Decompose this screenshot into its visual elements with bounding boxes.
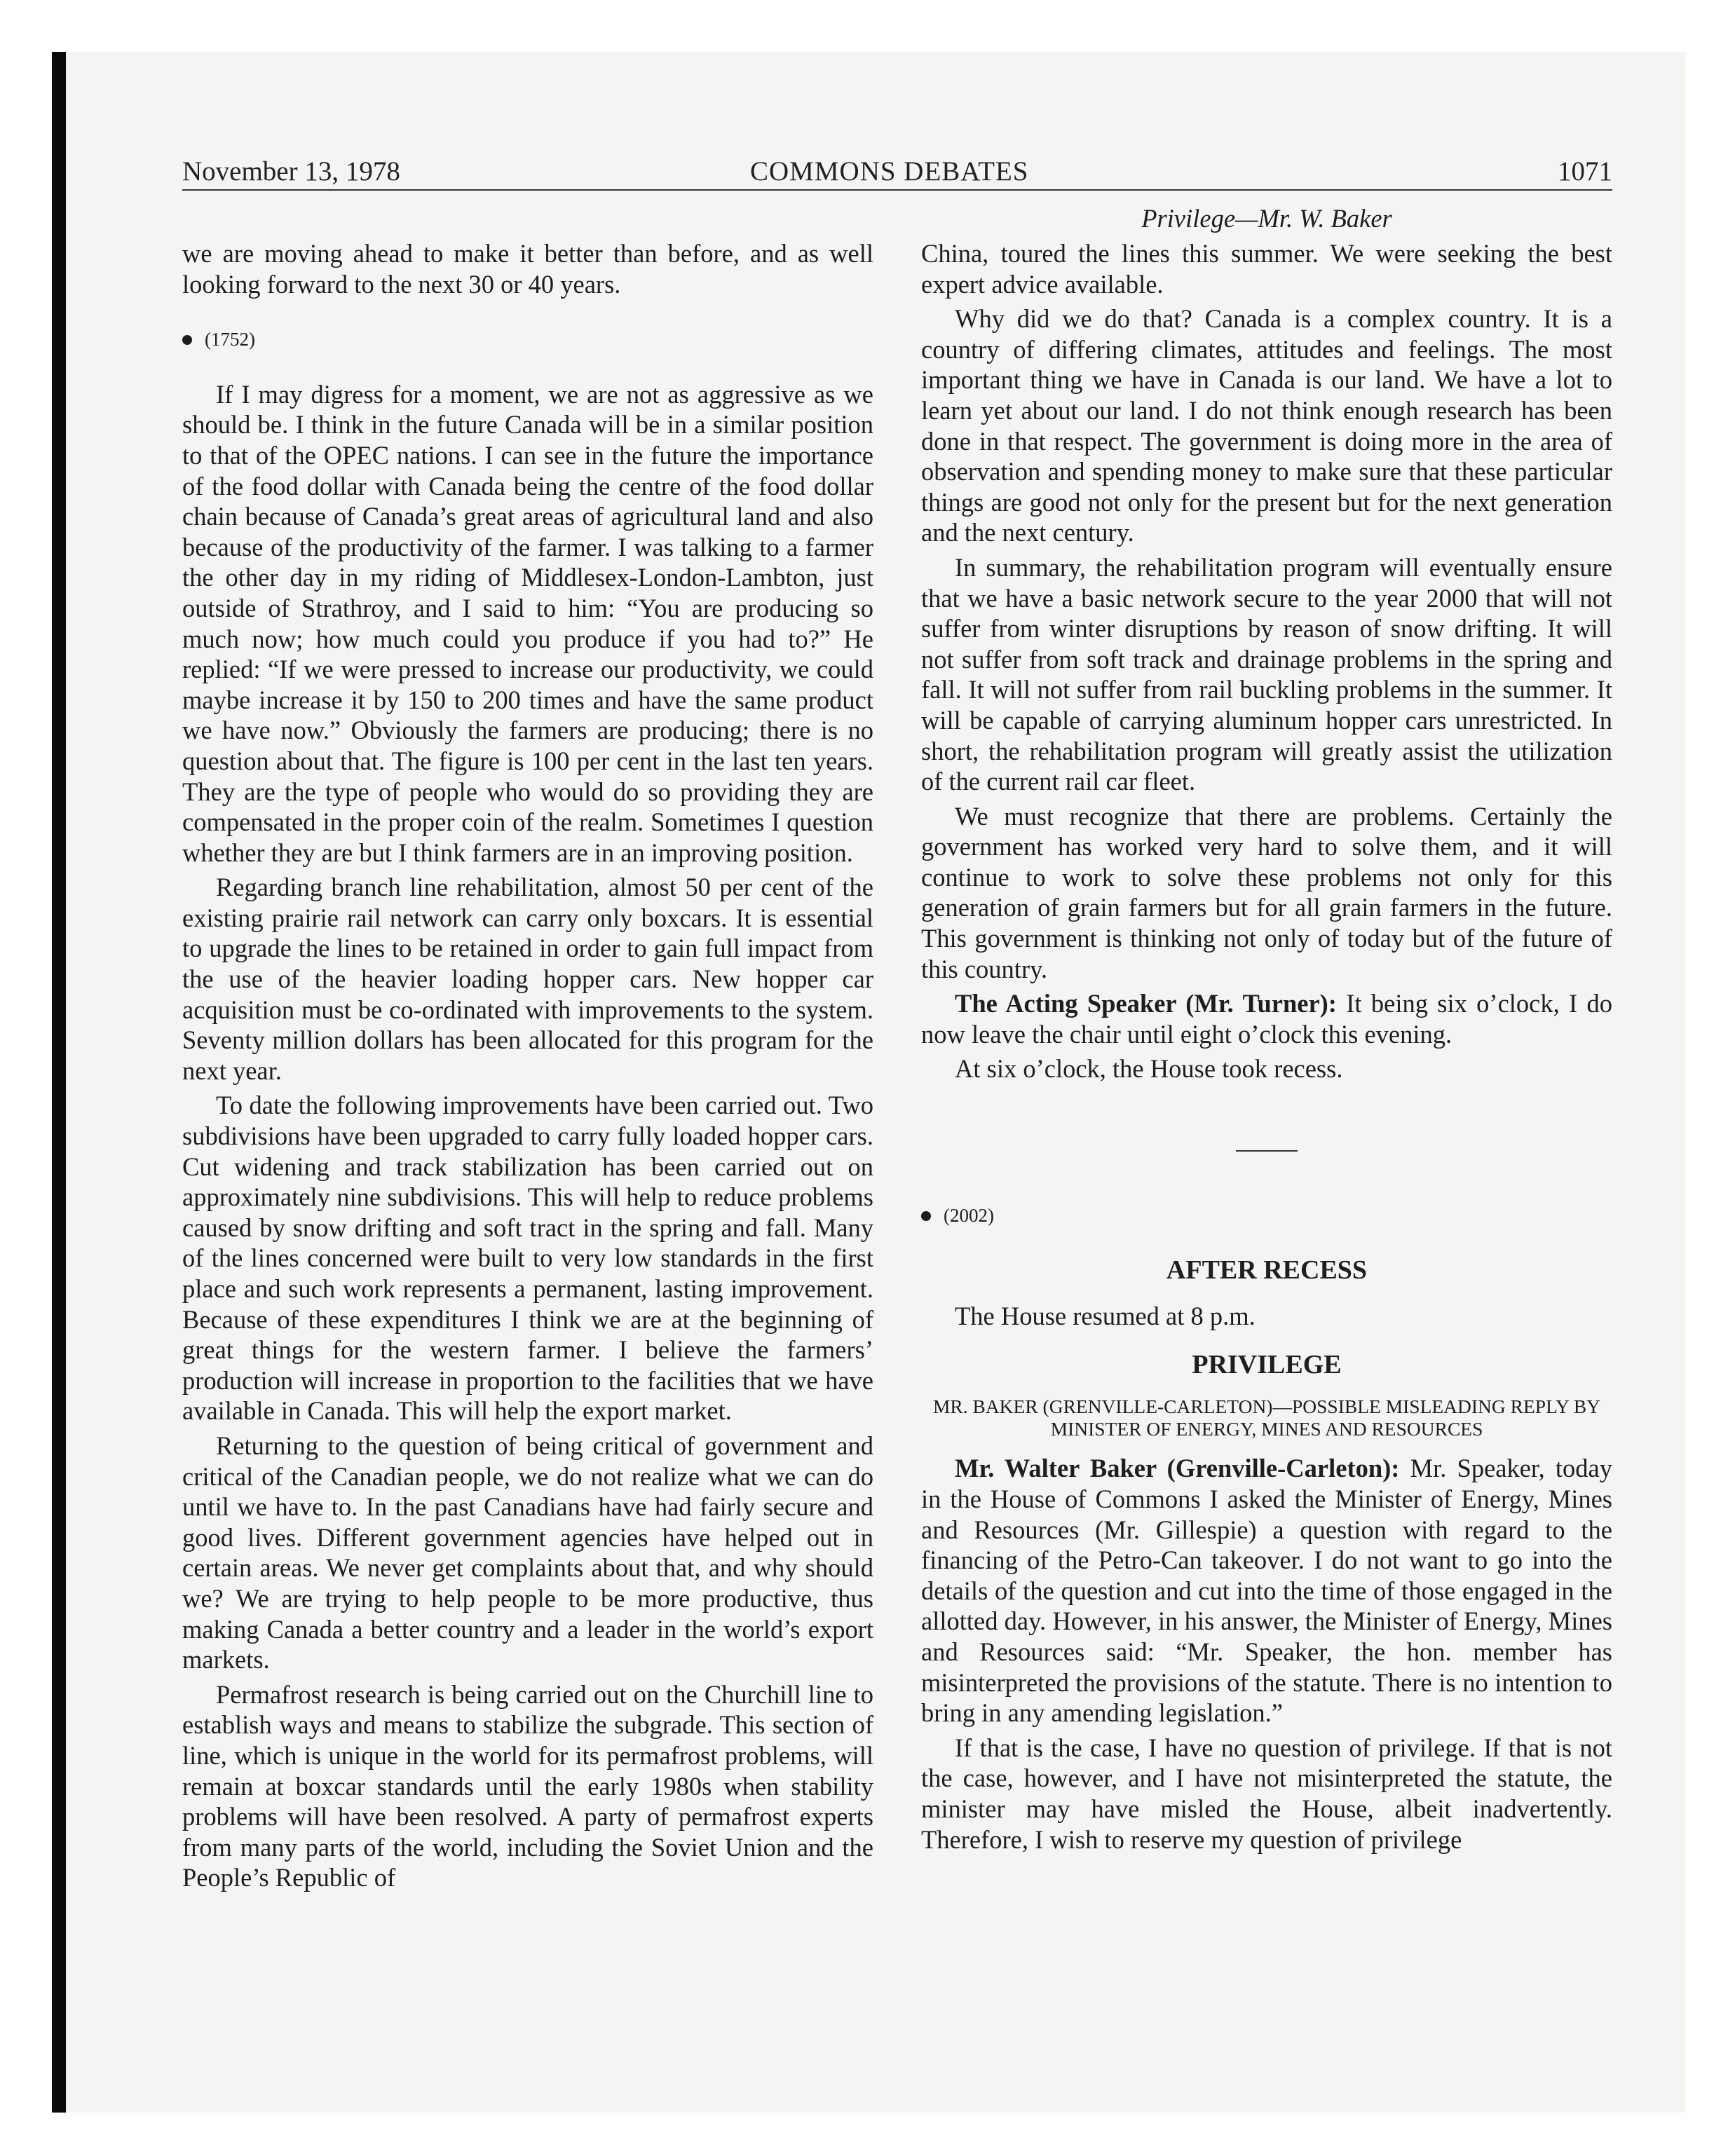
paragraph: Regarding branch line rehabilitation, almost 50 per cent of the existing prairie rail network can carry only boxcars. It is essential to upgrade the lines to be retained in order to gain full impact from the use of the heavier loading hopper cars. New hopper car acquisition must be co-ordinated with improvements to the system. Seventy million dollars has been allocated for this program for the next year. [182, 873, 873, 1085]
paragraph: Returning to the question of being critical of government and critical of the Canadian people, we do not realize what we can do until we have to. In the past Canadians have had fairly secure and good lives. Different government agencies have helped out in certain areas. We never get complaints about that, and why should we? We are trying to help people to be more productive, thus making Canada a better country and a leader in the world’s export markets. [182, 1431, 873, 1674]
speaker-text: It being six o’clock, I do now leave the chair until eight o’clock this evening. [921, 989, 1612, 1049]
timestamp-marker [921, 1201, 1612, 1231]
paragraph: In summary, the rehabilitation program will eventually ensure that we have a basic network secure to the year 2000 that will not suffer from winter disruptions by reason of snow drifting. It will not suffer from soft track and drainage problems in the spring and fall. It will not suffer from rail buckling problems in the summer. It will be capable of carrying aluminum hopper cars unrestricted. In short, the rehabilitation program will greatly assist the utilization of the current rail car fleet. [921, 552, 1612, 796]
running-head: Privilege—Mr. W. Baker [1141, 204, 1392, 233]
section-heading-privilege: PRIVILEGE [1192, 1349, 1342, 1379]
bullet-dot-icon [182, 335, 192, 345]
header-date: November 13, 1978 [182, 156, 400, 186]
paragraph: China, toured the lines this summer. We were seeking the best expert advice available. [921, 239, 1612, 299]
paragraph: We must recognize that there are problems. Certainly the government has worked very hard to solve them, and it will continue to work to solve these problems not only for this generation of grain farmers but for all grain farmers in the future. This government is thinking not only of today but of the future of this country. [921, 801, 1612, 983]
bullet-dot-icon [921, 1211, 931, 1221]
paragraph: If that is the case, I have no question of privilege. If that is not the case, however, and I have not misinterpreted the statute, the minister may have misled the House, albeit inadvertently. Therefore, I wish to reserve my question of privilege [921, 1733, 1612, 1854]
section-subheading: MR. BAKER (GRENVILLE-CARLETON)—POSSIBLE MISLEADING REPLY BY MINISTER OF ENERGY, MINES AND RESOURCES [932, 1396, 1601, 1440]
section-heading-after-recess: AFTER RECESS [1166, 1255, 1368, 1285]
speaker-paragraph [921, 1453, 1612, 1728]
timestamp-text: (1752) [205, 329, 255, 350]
paragraph: Why did we do that? Canada is a complex country. It is a country of differing climates, attitudes and feelings. The most important thing we have in Canada is our land. We have a lot to learn yet about our land. I do not think enough research has been done in that respect. The government is doing more in the area of observation and spending money to make sure that these particular things are good not only for the present but for the next generation and the next century. [921, 304, 1612, 547]
speaker-paragraph [921, 988, 1612, 1049]
section-divider [1236, 1150, 1298, 1152]
speaker-name: Mr. Walter Baker (Grenville-Carleton): [955, 1454, 1400, 1483]
paragraph: we are moving ahead to make it better than before, and as well looking forward to the next 30 or 40 years. [182, 239, 873, 299]
header-title: COMMONS DEBATES [750, 156, 1029, 186]
speaker-name: The Acting Speaker (Mr. Turner): [955, 989, 1337, 1018]
page-header [182, 154, 1612, 191]
right-column [921, 203, 1612, 1855]
timestamp-marker [182, 325, 873, 355]
speaker-text: Mr. Speaker, today in the House of Commons I asked the Minister of Energy, Mines and Resources (Mr. Gillespie) a question with regard to the financing of the Petro-Can takeover. I do not want to go into the details of the question and cut into the time of those engaged in the allotted day. However, in his answer, the Minister of Energy, Mines and Resources said: “Mr. Speaker, the hon. member has misinterpreted the provisions of the statute. There is no intention to bring in any amending legislation.” [921, 1454, 1613, 1728]
paragraph: At six o’clock, the House took recess. [955, 1054, 1343, 1084]
paragraph: Permafrost research is being carried out on the Churchill line to establish ways and means to stabilize the subgrade. This section of line, which is unique in the world for its permafrost problems, will remain at boxcar standards until the early 1980s when stability problems will have been resolved. A party of permafrost experts from many parts of the world, including the Soviet Union and the People’s Republic of [182, 1679, 873, 1892]
paragraph: The House resumed at 8 p.m. [955, 1302, 1256, 1331]
left-column [182, 203, 873, 1893]
paragraph: If I may digress for a moment, we are not as aggressive as we should be. I think in the future Canada will be in a similar position to that of the OPEC nations. I can see in the future the importance of the food dollar with Canada being the centre of the food dollar chain because of Canada’s great areas of agricultural land and also because of the productivity of the farmer. I was talking to a farmer the other day in my riding of Middlesex-London-Lambton, just outside of Strathroy, and I said to him: “You are producing so much now; how much could you produce if you had to?” He replied: “If we were pressed to increase our productivity, we could maybe increase it by 150 to 200 times and have the same product we have now.” Obviously the farmers are producing; there is no question about that. The figure is 100 per cent in the last ten years. They are the type of people who would do so providing they are compensated in the proper coin of the realm. Sometimes I question whether they are but I think farmers are in an improving position. [182, 379, 873, 867]
timestamp-text: (2002) [944, 1205, 994, 1227]
header-page-number: 1071 [1558, 156, 1612, 186]
paragraph: To date the following improvements have been carried out. Two subdivisions have been upgraded to carry fully loaded hopper cars. Cut widening and track stabilization has been carried out on approximately nine subdivisions. This will help to reduce problems caused by snow drifting and soft tract in the spring and fall. Many of the lines concerned were built to very low standards in the first place and such work represents a permanent, lasting improvement. Because of these expenditures I think we are at the beginning of great things for the western farmer. I believe the farmers’ production will increase in proportion to the facilities that we have available in Canada. This will help the export market. [182, 1091, 873, 1426]
